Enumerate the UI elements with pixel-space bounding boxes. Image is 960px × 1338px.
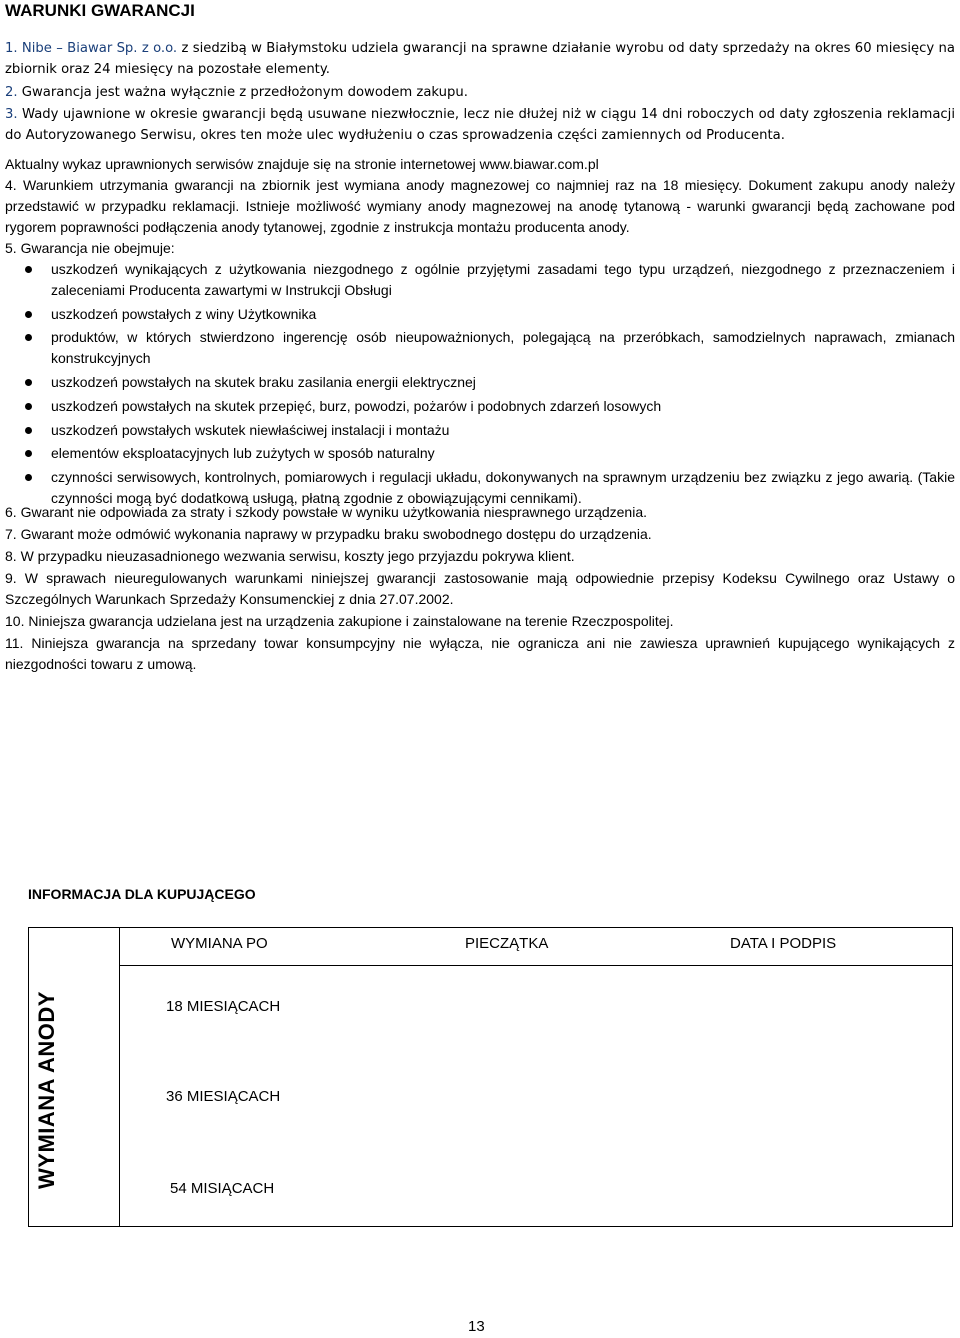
item-3 bbox=[5, 105, 955, 147]
item-2-number: 2. bbox=[5, 85, 18, 100]
list-item: uszkodzeń powstałych z winy Użytkownika bbox=[5, 304, 955, 325]
item-2 bbox=[5, 83, 955, 104]
table-row-label: 18 MIESIĄCACH bbox=[166, 998, 281, 1015]
table-divider-vertical bbox=[119, 927, 120, 1227]
item-4-text-a: 4. Warunkiem utrzymania gwarancji na zbiornik jest wymiana anody magnezowej co najmniej raz na 18 miesięcy. Dokument zakupu anody należy przedstawić w przypadku reklamacji. bbox=[5, 177, 955, 214]
column-header: PIECZĄTKA bbox=[465, 935, 549, 952]
item-11: 11. Niniejsza gwarancja na sprzedany towar konsumpcyjny nie wyłącza, nie ogranicza ani nie zawiesza uprawnień kupującego wynikających z niezgodności towaru z umową. bbox=[5, 635, 955, 672]
list-item: uszkodzeń wynikających z użytkowania niezgodnego z ogólnie przyjętymi zasadami tego typu urządzeń, niezgodnego z przeznaczeniem i zaleceniami Producenta zawartymi w Instrukcji Obsługi bbox=[5, 259, 955, 301]
list-item: czynności serwisowych, kontrolnych, pomiarowych i regulacji układu, dokonywanych na sprawnym urządzeniu bez związku z jego awarią. (Takie czynności mogą być dodatkową usługą, płatną zgodnie z obowiązującymi cennikami). bbox=[5, 467, 955, 509]
item-1-company: 1. Nibe – Biawar Sp. z o.o. bbox=[5, 41, 178, 56]
list-item: uszkodzeń powstałych wskutek niewłaściwej instalacji i montażu bbox=[5, 420, 955, 441]
bullet-icon bbox=[25, 403, 32, 410]
item-7: 7. Gwarant może odmówić wykonania naprawy w przypadku braku swobodnego dostępu do urządzenia. bbox=[5, 526, 652, 542]
item-3-website-note: Aktualny wykaz uprawnionych serwisów znajduje się na stronie internetowej www.biawar.com.pl bbox=[5, 156, 599, 172]
bullet-icon bbox=[25, 474, 32, 481]
list-item: elementów eksploatacyjnych lub zużytych w sposób naturalny bbox=[5, 443, 955, 464]
bullet-icon bbox=[25, 379, 32, 386]
exclusions-list bbox=[5, 259, 955, 509]
info-section-title: INFORMACJA DLA KUPUJĄCEGO bbox=[28, 886, 256, 902]
bullet-icon bbox=[25, 266, 32, 273]
item-9: 9. W sprawach nieuregulowanych warunkami niniejszej gwarancji zastosowanie mają odpowiednie przepisy Kodeksu Cywilnego oraz Ustawy o Szczególnych Warunkach Sprzedaży Konsumenckiej z dnia 27.07.2002. bbox=[5, 570, 955, 607]
item-1 bbox=[5, 39, 955, 81]
list-item: produktów, w których stwierdzono ingerencję osób nieupoważnionych, polegającą na przeróbkach, samodzielnych naprawach, zmianach konstrukcyjnych bbox=[5, 327, 955, 369]
table-border bbox=[28, 927, 953, 1227]
page-number: 13 bbox=[468, 1318, 485, 1335]
item-1-text: z siedzibą w Białymstoku udziela gwarancji na sprawne działanie wyrobu od daty sprzedaży na okres 60 miesięcy na zbiornik oraz 24 miesięcy na pozostałe elementy. bbox=[5, 41, 955, 77]
item-4-text-b: Istnieje możliwość wymiany anody magnezowej na anodę tytanową - warunki gwarancji będą zachowane pod rygorem poprawności podłączenia anody tytanowej, zgodnie z instrukcja montażu producenta anody. bbox=[5, 197, 955, 235]
list-item: uszkodzeń powstałych na skutek braku zasilania energii elektrycznej bbox=[5, 372, 955, 393]
bullet-icon bbox=[25, 427, 32, 434]
item-5: 5. Gwarancja nie obejmuje: bbox=[5, 240, 175, 256]
list-item: uszkodzeń powstałych na skutek przepięć, burz, powodzi, pożarów i podobnych zdarzeń losowych bbox=[5, 396, 955, 417]
table-row-label: 54 MISIĄCACH bbox=[170, 1180, 275, 1197]
page-title: WARUNKI GWARANCJI bbox=[5, 1, 195, 20]
item-4 bbox=[5, 175, 955, 237]
item-8: 8. W przypadku nieuzasadnionego wezwania serwisu, koszty jego przyjazdu pokrywa klient. bbox=[5, 548, 575, 564]
table-row-label: 36 MIESIĄCACH bbox=[166, 1088, 281, 1105]
bullet-icon bbox=[25, 334, 32, 341]
side-label: WYMIANA ANODY bbox=[34, 991, 59, 1189]
bullet-icon bbox=[25, 311, 32, 318]
anode-replacement-table bbox=[28, 927, 953, 1227]
column-header: DATA I PODPIS bbox=[730, 935, 837, 952]
item-10: 10. Niniejsza gwarancja udzielana jest na urządzenia zakupione i zainstalowane na terenie Rzeczpospolitej. bbox=[5, 613, 674, 629]
column-header: WYMIANA PO bbox=[171, 935, 268, 952]
item-2-text: Gwarancja jest ważna wyłącznie z przedłożonym dowodem zakupu. bbox=[17, 85, 468, 100]
bullet-icon bbox=[25, 450, 32, 457]
item-3-number: 3. bbox=[5, 107, 18, 122]
table-divider-horizontal bbox=[119, 965, 953, 966]
item-6: 6. Gwarant nie odpowiada za straty i szkody powstałe w wyniku użytkowania niesprawnego urządzenia. bbox=[5, 504, 648, 520]
item-3-text: Wady ujawnione w okresie gwarancji będą usuwane niezwłocznie, lecz nie dłużej niż w ciągu 14 dni roboczych od daty zgłoszenia reklamacji do Autoryzowanego Serwisu, okres ten może ulec wydłużeniu o czas sprowadzenia części zamiennych od Producenta. bbox=[5, 107, 955, 143]
